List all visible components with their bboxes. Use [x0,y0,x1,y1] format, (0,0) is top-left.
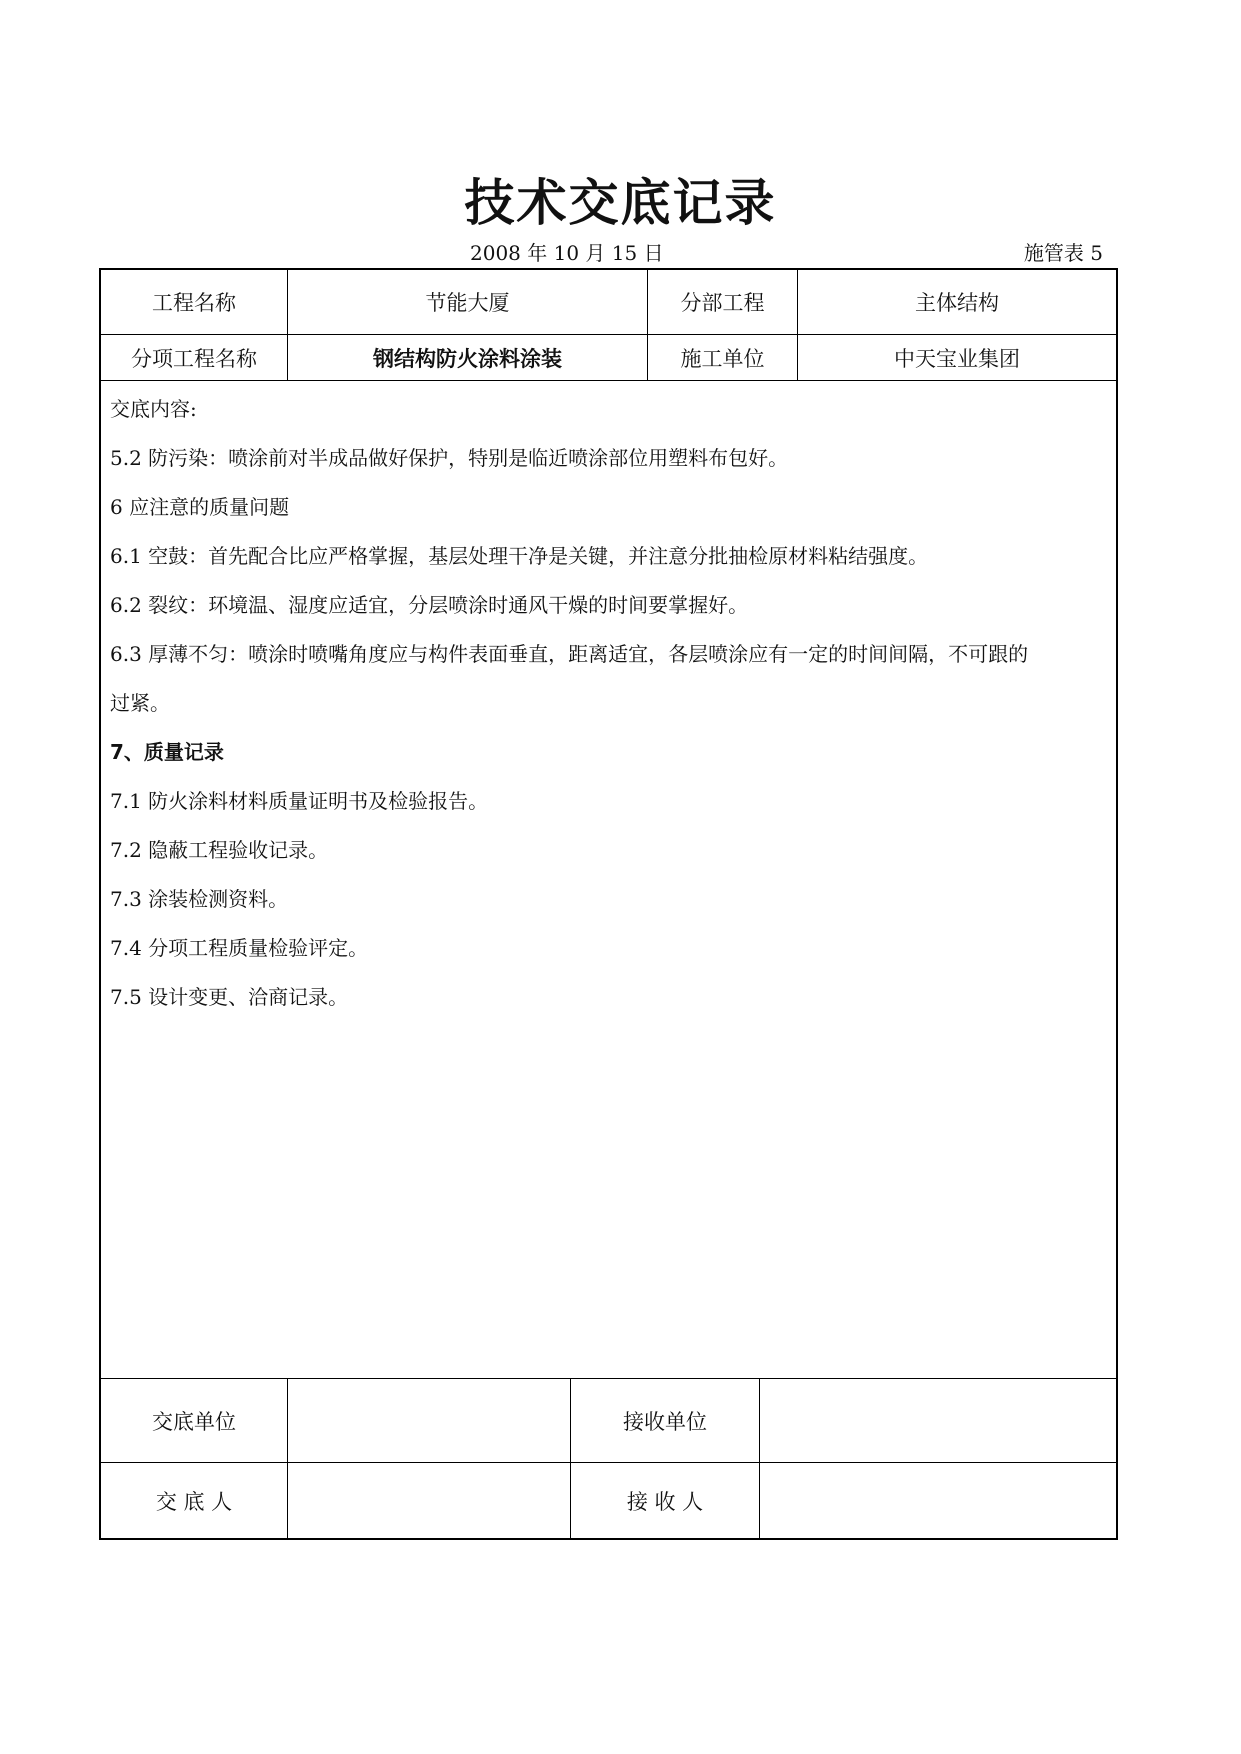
content-section-heading: 7、质量记录 [110,740,224,764]
receiver-unit-label: 接收单位 [623,1409,707,1434]
receiver-unit-value[interactable] [760,1379,1116,1462]
document-date: 2008 年 10 月 15 日 [470,241,664,265]
division-label: 分部工程 [680,291,765,315]
form-number: 施管表 5 [1023,241,1103,265]
content-line: 7.1 防火涂料材料质量证明书及检验报告。 [110,789,489,813]
issuer-label: 交 底 人 [155,1489,233,1514]
subproject-name-label: 分项工程名称 [131,346,257,371]
content-line: 7.3 涂装检测资料。 [110,887,289,911]
content-line: 过紧。 [110,691,170,715]
issuer-unit-label: 交底单位 [152,1409,236,1434]
content-line: 6.1 空鼓：首先配合比应严格掌握，基层处理干净是关键，并注意分批抽检原材料粘结强度。 [110,544,929,568]
briefing-content [110,385,1110,1022]
contractor-label: 施工单位 [680,346,765,371]
project-name-label: 工程名称 [152,291,236,315]
content-heading: 交底内容: [110,397,197,421]
content-line: 7.2 隐蔽工程验收记录。 [110,838,329,862]
contractor-value: 中天宝业集团 [894,346,1020,371]
receiver-label: 接 收 人 [626,1489,704,1514]
content-line: 7.5 设计变更、洽商记录。 [110,985,349,1009]
content-line: 6.2 裂纹：环境温、湿度应适宜，分层喷涂时通风干燥的时间要掌握好。 [110,593,749,617]
content-line: 6.3 厚薄不匀：喷涂时喷嘴角度应与构件表面垂直，距离适宜，各层喷涂应有一定的时间间隔，不可跟的 [110,642,1029,666]
project-name-value: 节能大厦 [425,291,510,315]
row-divider [100,380,1117,381]
receiver-value[interactable] [760,1463,1116,1538]
issuer-value[interactable] [288,1463,570,1538]
issuer-unit-value[interactable] [288,1379,570,1462]
document-title: 技术交底记录 [464,174,777,232]
division-value: 主体结构 [915,291,999,315]
content-line: 5.2 防污染：喷涂前对半成品做好保护，特别是临近喷涂部位用塑料布包好。 [110,446,789,470]
subproject-name-value: 钢结构防火涂料涂装 [373,346,562,371]
content-line: 7.4 分项工程质量检验评定。 [110,936,369,960]
content-line: 6 应注意的质量问题 [110,495,290,519]
